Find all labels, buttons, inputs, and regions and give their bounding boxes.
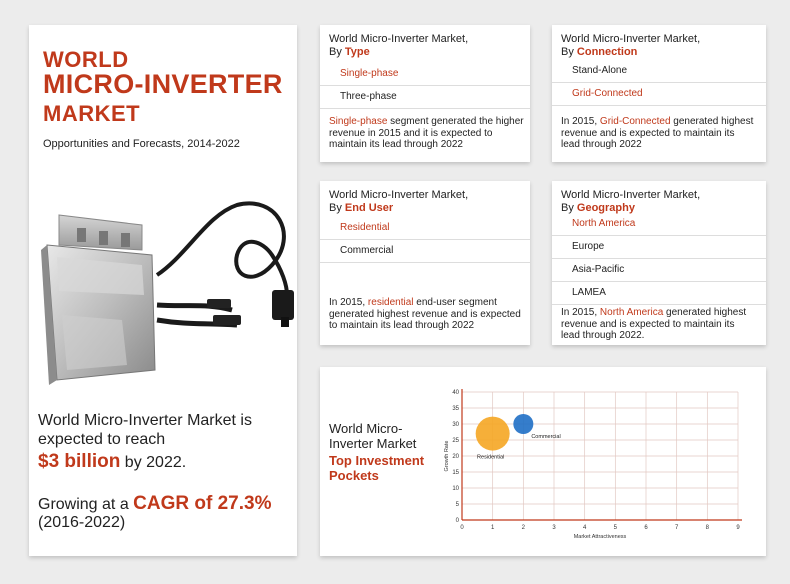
title-line-1: WORLD xyxy=(43,47,129,72)
y-tick-label: 30 xyxy=(452,422,459,428)
bubble-label: Commercial xyxy=(531,434,561,440)
y-tick-label: 10 xyxy=(452,486,459,492)
x-tick-label: 7 xyxy=(674,525,679,531)
panel-key: Type xyxy=(344,46,370,58)
connection-panel xyxy=(552,25,766,162)
y-tick-label: 35 xyxy=(452,406,459,412)
panel-description: Single-phase segment generated the higher revenue in 2015 and it is expected to maintain its lead through 2022 xyxy=(329,116,524,150)
y-tick-label: 0 xyxy=(455,518,459,524)
panel-key: Geography xyxy=(576,202,635,214)
list-item: Stand-Alone xyxy=(552,60,766,83)
list-item: Asia-Pacific xyxy=(552,259,766,282)
growth-line-1 xyxy=(38,493,271,515)
list-item: North America xyxy=(552,213,766,236)
growth-value: CAGR of 27.3% xyxy=(133,493,272,514)
x-tick-label: 5 xyxy=(613,525,618,531)
list-item: LAMEA xyxy=(552,282,766,305)
y-tick-label: 25 xyxy=(452,438,459,444)
panel-heading: World Micro-Inverter Market, By Connection xyxy=(561,33,701,58)
list-item: Single-phase xyxy=(320,63,530,86)
subtitle: Opportunities and Forecasts, 2014-2022 xyxy=(43,138,240,150)
panel-key: End User xyxy=(344,202,394,214)
panel-description: In 2015, North America generated highest revenue and is expected to maintain its lead through 2022. xyxy=(561,307,747,341)
reach-value: $3 billion xyxy=(38,451,121,472)
y-tick-label: 15 xyxy=(452,470,459,476)
panel-description: In 2015, Grid-Connected generated highest revenue and is expected to maintain its lead through 2022 xyxy=(561,116,754,150)
list-item: Grid-Connected xyxy=(552,83,766,106)
list-item: Three-phase xyxy=(320,86,530,109)
x-tick-label: 8 xyxy=(705,525,710,531)
type-panel xyxy=(320,25,530,162)
hero-card xyxy=(29,25,297,556)
x-tick-label: 1 xyxy=(490,525,495,531)
reach-suffix: by 2022. xyxy=(120,454,187,471)
bubble-residential xyxy=(476,417,510,451)
growth-prefix: Growing at a xyxy=(38,496,134,513)
chart-panel xyxy=(320,367,766,556)
panel-description: In 2015, residential end-user segment generated highest revenue and is expected to maintain its lead through 2022 xyxy=(329,297,521,331)
list-item: Europe xyxy=(552,236,766,259)
x-tick-label: 0 xyxy=(460,525,464,531)
x-tick-label: 6 xyxy=(644,525,648,531)
list-item: Residential xyxy=(320,217,530,240)
title-line-3: MARKET xyxy=(43,101,141,126)
chart-title: World Micro- Inverter Market xyxy=(329,421,417,451)
title-line-2: MICRO-INVERTER xyxy=(43,69,283,99)
x-tick-label: 4 xyxy=(582,525,587,531)
x-axis-label: Market Attractiveness xyxy=(573,534,627,540)
chart-subtitle: Top Investment Pockets xyxy=(329,453,425,483)
y-tick-label: 5 xyxy=(455,502,459,508)
bubble-chart xyxy=(440,383,766,556)
x-tick-label: 2 xyxy=(521,525,526,531)
x-tick-label: 3 xyxy=(552,525,556,531)
y-tick-label: 40 xyxy=(452,390,459,396)
bubble-commercial xyxy=(513,414,533,434)
panel-key: Connection xyxy=(576,46,638,58)
reach-line-3 xyxy=(38,451,186,473)
panel-heading: World Micro-Inverter Market, By End User xyxy=(329,189,469,214)
reach-line-1: World Micro-Inverter Market is xyxy=(38,412,252,429)
geography-panel xyxy=(552,181,766,345)
panel-heading: World Micro-Inverter Market, By Type xyxy=(329,33,469,58)
growth-period: (2016-2022) xyxy=(38,514,126,531)
x-tick-label: 9 xyxy=(736,525,740,531)
enduser-panel xyxy=(320,181,530,345)
y-tick-label: 20 xyxy=(452,454,459,460)
bubble-label: Residential xyxy=(477,454,505,461)
y-axis-label: Growth Rate xyxy=(444,440,450,472)
micro-inverter-image xyxy=(37,195,299,395)
panel-heading: World Micro-Inverter Market, By Geography xyxy=(561,189,701,214)
reach-line-2: expected to reach xyxy=(38,431,166,448)
list-item: Commercial xyxy=(320,240,530,263)
